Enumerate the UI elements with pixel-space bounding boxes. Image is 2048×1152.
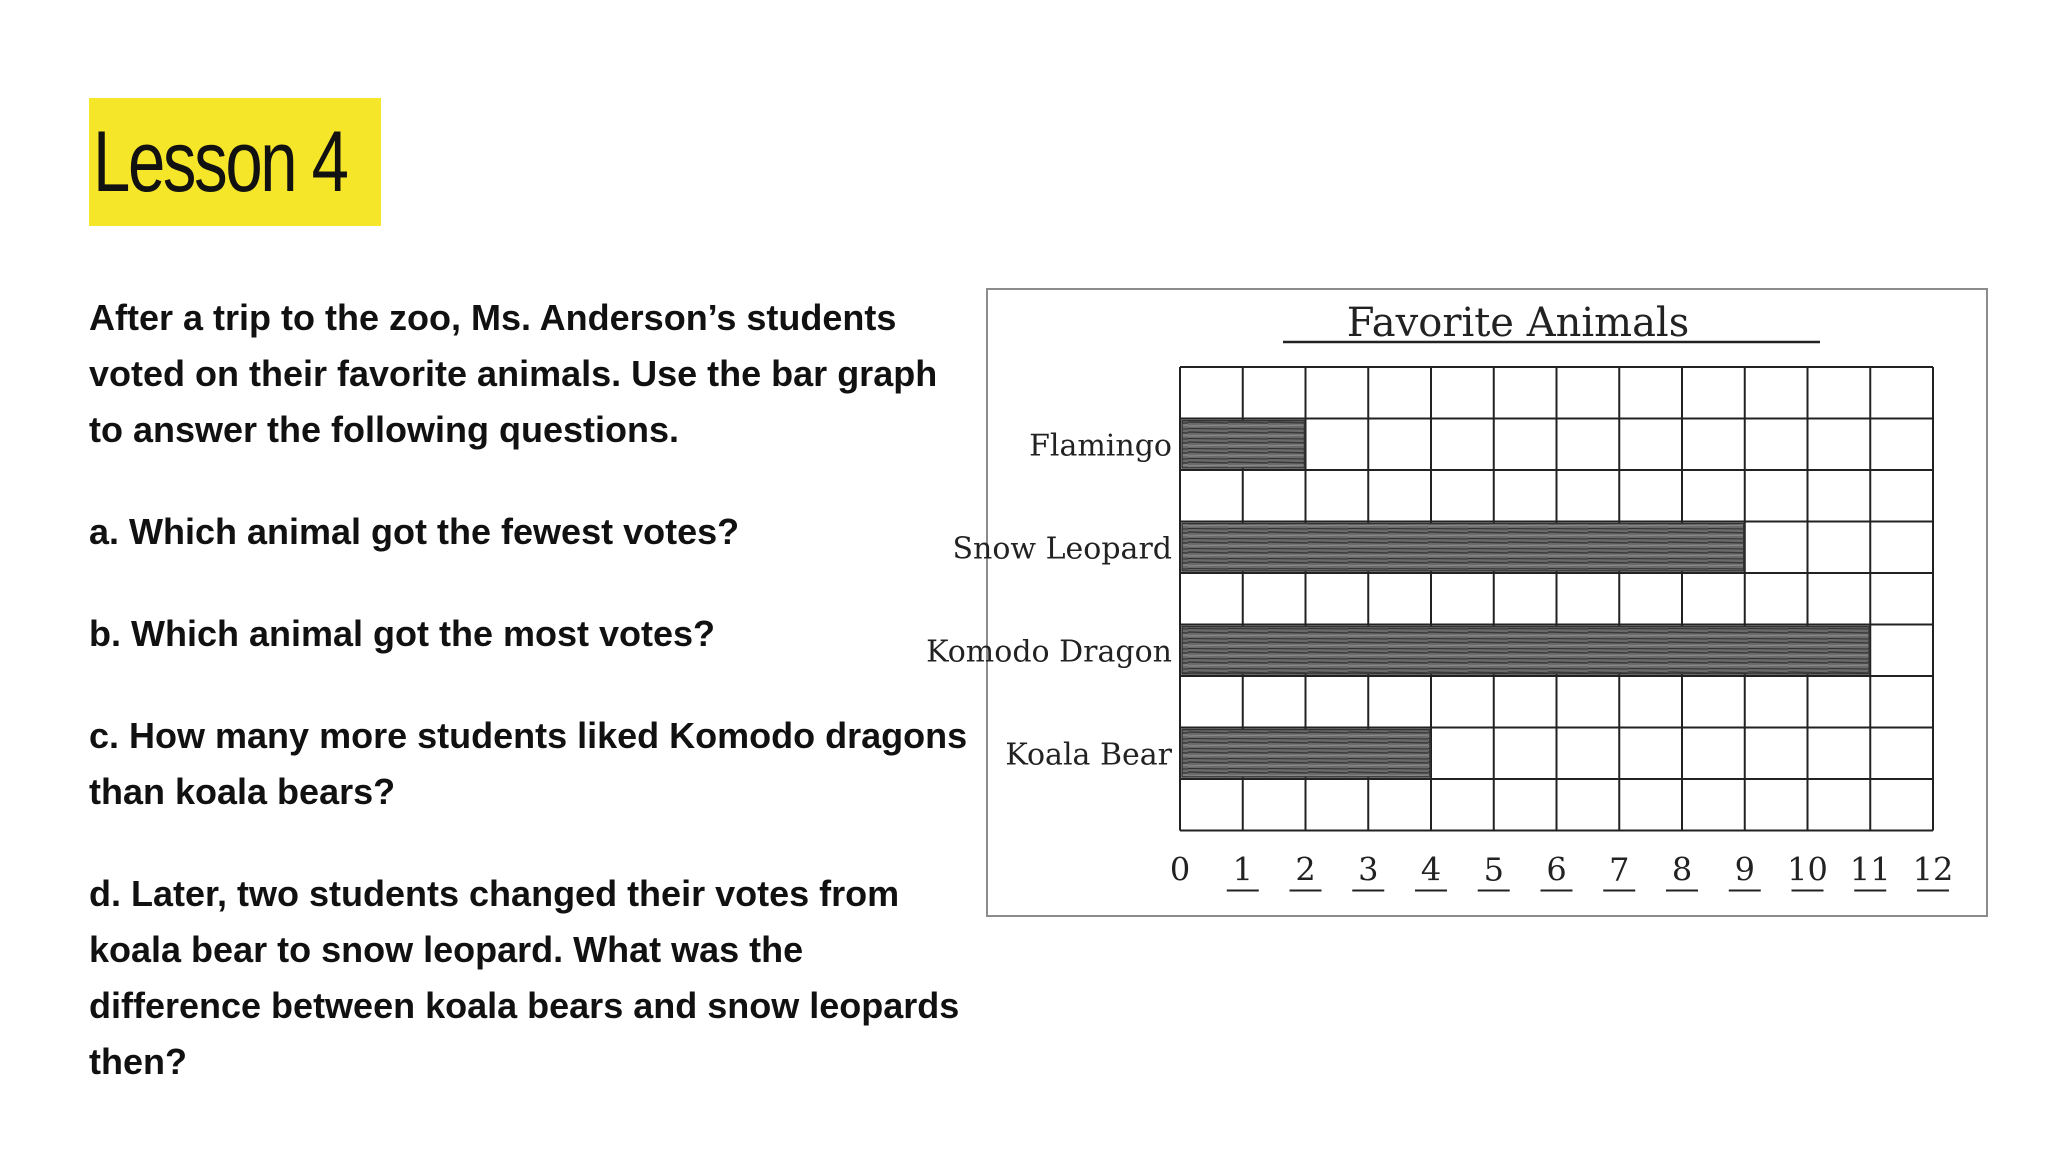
x-tick-label: 2	[1295, 850, 1316, 889]
category-label: Komodo Dragon	[926, 634, 1172, 670]
question-c: c. How many more students liked Komodo dragons than koala bears?	[89, 715, 968, 812]
chart-title: Favorite Animals	[1346, 300, 1690, 346]
category-label: Flamingo	[1029, 428, 1172, 464]
chart-bars	[1182, 421, 1869, 778]
bar-koala-bear	[1182, 730, 1430, 778]
x-tick-label: 9	[1734, 850, 1755, 889]
question-b: b. Which animal got the most votes?	[89, 613, 716, 654]
bar-graph	[926, 290, 1986, 915]
question-panel	[89, 290, 969, 1090]
x-tick-label: 6	[1546, 850, 1567, 889]
x-tick-label: 7	[1609, 850, 1630, 889]
x-tick-label: 4	[1420, 850, 1442, 889]
bar-snow-leopard	[1182, 524, 1744, 572]
category-label: Snow Leopard	[952, 531, 1172, 567]
bar-komodo-dragon	[1182, 627, 1869, 675]
bar-flamingo	[1182, 421, 1305, 469]
x-tick-label: 0	[1169, 850, 1191, 889]
x-tick-label: 12	[1912, 850, 1954, 889]
x-tick-label: 1	[1232, 850, 1253, 889]
bar-graph-figure	[926, 288, 1988, 917]
x-tick-label: 5	[1483, 850, 1504, 889]
question-a: a. Which animal got the fewest votes?	[89, 511, 740, 552]
x-tick-label: 10	[1787, 850, 1828, 889]
lesson-title-highlight	[89, 98, 381, 226]
question-d: d. Later, two students changed their votes from koala bear to snow leopard. What was the difference between koala bears and snow leopards then?	[89, 873, 960, 1082]
intro-text: After a trip to the zoo, Ms. Anderson’s students voted on their favorite animals. Use the bar graph to answer the following questions.	[89, 297, 938, 450]
x-tick-labels	[1170, 851, 1954, 891]
x-tick-label: 8	[1671, 850, 1693, 889]
x-tick-label: 11	[1849, 850, 1891, 889]
lesson-title: Lesson 4	[93, 114, 347, 210]
category-label: Koala Bear	[1005, 737, 1172, 773]
x-tick-label: 3	[1358, 850, 1379, 889]
